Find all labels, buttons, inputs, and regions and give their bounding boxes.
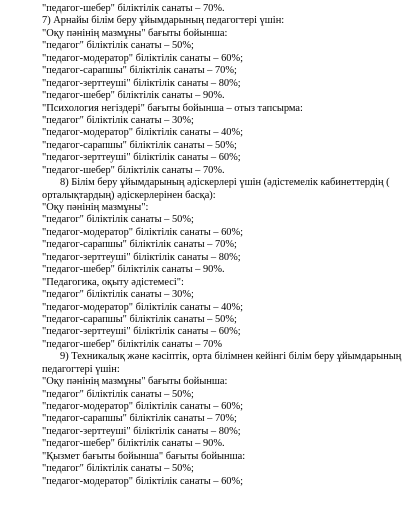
text-line: "педагог-зерттеуші" біліктілік санаты – 80%; <box>42 425 241 437</box>
text-line: "педагог-шебер" біліктілік санаты – 90%. <box>42 264 225 276</box>
text-line: "педагог-модератор" біліктілік санаты – 60%; <box>42 475 244 487</box>
text-line: "педагог-сарапшы" біліктілік санаты – 70%; <box>42 65 237 77</box>
text-line: "педагог-зерттеуші" біліктілік санаты – 60%; <box>42 152 241 164</box>
text-line: "Оқу пәнінің мазмұны" бағыты бойынша: <box>42 27 228 39</box>
text-line: "педагог-модератор" біліктілік санаты – 40%; <box>42 301 244 313</box>
text-line: педагогтері үшін: <box>42 363 120 375</box>
text-line: "педагог-шебер" біліктілік санаты – 90%. <box>42 90 225 102</box>
text-line: "педагог-шебер" біліктілік санаты – 70%. <box>42 3 225 14</box>
text-line: "педагог-модератор" біліктілік санаты – 60%; <box>42 226 244 238</box>
text-line: "педагог-зерттеуші" біліктілік санаты – 80%; <box>42 251 241 263</box>
text-line: "педагог" біліктілік санаты – 50%; <box>42 388 194 400</box>
text-line: "педагог-шебер" біліктілік санаты – 70%. <box>42 164 225 176</box>
text-line: "педагог" біліктілік санаты – 50%; <box>42 40 194 52</box>
text-line: "Оқу пәнінің мазмұны": <box>42 202 149 213</box>
text-line: орталықтардың) әдіскерлерінен басқа): <box>42 189 216 201</box>
text-line: "Психология негіздері" бағыты бойынша – отыз тапсырма: <box>42 102 303 114</box>
text-line: "педагог" біліктілік санаты – 50%; <box>42 214 194 226</box>
text-line: "педагог-сарапшы" біліктілік санаты – 70%; <box>42 413 237 425</box>
text-line: "Педагогика, оқыту әдістемесі": <box>42 276 184 288</box>
text-line: "педагог-сарапшы" біліктілік санаты – 70%; <box>42 239 237 251</box>
text-line: "педагог-сарапшы" біліктілік санаты – 50%; <box>42 313 237 325</box>
text-line: "Қызмет бағыты бойынша" бағыты бойынша: <box>42 450 246 462</box>
text-line: "педагог-сарапшы" біліктілік санаты – 50%; <box>42 139 237 151</box>
text-line: "педагог-шебер" біліктілік санаты – 70% <box>42 338 223 350</box>
section-heading-8: 8) Білім беру ұйымдарының әдіскерлері үшін (әдістемелік кабинеттердің ( <box>60 177 390 189</box>
text-line: "педагог" біліктілік санаты – 30%; <box>42 114 194 126</box>
section-heading-7: 7) Арнайы білім беру ұйымдарының педагогтері үшін: <box>42 15 285 27</box>
text-line: "педагог" біліктілік санаты – 30%; <box>42 289 194 301</box>
text-line: "Оқу пәнінің мазмұны" бағыты бойынша: <box>42 376 228 388</box>
text-line: "педагог-модератор" біліктілік санаты – 60%; <box>42 52 244 64</box>
text-line: "педагог-шебер" біліктілік санаты – 90%. <box>42 438 225 450</box>
text-line: "педагог-зерттеуші" біліктілік санаты – 60%; <box>42 326 241 338</box>
text-line: "педагог-зерттеуші" біліктілік санаты – 80%; <box>42 77 241 89</box>
text-line: "педагог-модератор" біліктілік санаты – 60%; <box>42 401 244 412</box>
text-line: "педагог" біліктілік санаты – 50%; <box>42 463 194 475</box>
section-heading-9: 9) Техникалық және кәсіптік, орта білімнен кейінгі білім беру ұйымдарының <box>60 351 402 363</box>
text-line: "педагог-модератор" біліктілік санаты – 40%; <box>42 127 244 139</box>
